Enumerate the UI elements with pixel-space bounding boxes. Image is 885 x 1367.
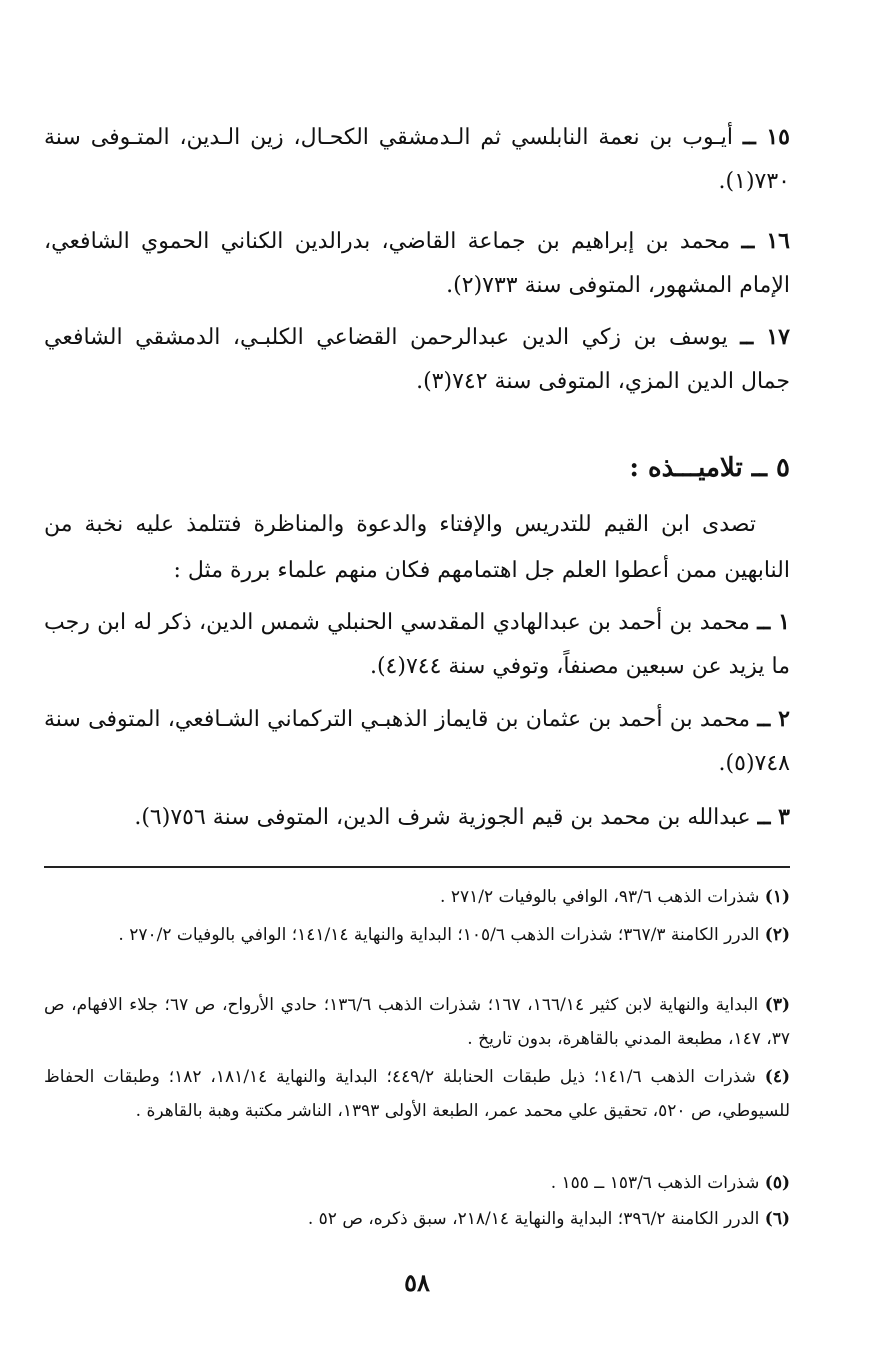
entry-number: ١٧ ــ (740, 324, 790, 350)
entry-number: ٢ ــ (757, 706, 790, 732)
book-page (44, 0, 790, 1367)
entry-number: ١٥ ــ (742, 124, 790, 150)
entry-text: محمد بن إبراهيم بن جماعة القاضي، بدرالدين الكناني الحموي الشافعي، الإمام المشهور، المتوفى سنة ٧٣٣(٢). (44, 229, 790, 298)
footnote-6 (44, 1202, 790, 1236)
footnote-text: شذرات الذهب ١٥٣/٦ ــ ١٥٥ . (550, 1173, 760, 1193)
entry-text: أيـوب بن نعمة النابلسي ثم الـدمشقي الكحـال، زين الـدين، المتـوفى سنة ٧٣٠(١). (44, 125, 790, 194)
student-entry-1 (44, 600, 790, 689)
footnote-text: شذرات الذهب ٩٣/٦، الوافي بالوفيات ٢٧١/٢ . (440, 887, 760, 907)
footnote-number: (١) (764, 887, 790, 907)
entry-number: ١٦ ــ (741, 228, 790, 254)
student-entry-2 (44, 697, 790, 786)
entry-text: يوسف بن زكي الدين عبدالرحمن القضاعي الكلبـي، الدمشقي الشافعي جمال الدين المزي، المتوفى سنة ٧٤٢(٣). (44, 325, 790, 394)
teacher-entry-15 (44, 115, 790, 204)
section-heading: ٥ ــ تلاميـــذه : (629, 453, 790, 483)
entry-text: محمد بن أحمد بن عبدالهادي المقدسي الحنبلي شمس الدين، ذكر له ابن رجب ما يزيد عن سبعين مصنفاً، وتوفي سنة ٧٤٤(٤). (44, 610, 790, 679)
teacher-entry-17 (44, 315, 790, 404)
footnote-number: (٦) (764, 1209, 790, 1229)
footnote-text: الدرر الكامنة ٣٦٧/٣؛ شذرات الذهب ١٠٥/٦؛ البداية والنهاية ١٤١/١٤؛ الوافي بالوفيات ٢٧٠/٢ . (118, 925, 760, 945)
footnote-text: الدرر الكامنة ٣٩٦/٢؛ البداية والنهاية ٢١٨/١٤، سبق ذكره، ص ٥٢ . (307, 1209, 760, 1229)
teacher-entry-16 (44, 219, 790, 308)
entry-text: محمد بن أحمد بن عثمان بن قايماز الذهبـي التركماني الشـافعي، المتوفى سنة ٧٤٨(٥). (44, 707, 790, 776)
footnote-5 (44, 1166, 790, 1200)
footnote-divider (44, 866, 790, 868)
footnote-number: (٥) (764, 1173, 790, 1193)
footnote-4 (44, 1060, 790, 1128)
footnote-number: (٢) (764, 925, 790, 945)
entry-text: عبدالله بن محمد بن قيم الجوزية شرف الدين، المتوفى سنة ٧٥٦(٦). (134, 805, 751, 830)
footnote-text: البداية والنهاية لابن كثير ١٦٦/١٤، ١٦٧؛ شذرات الذهب ١٣٦/٦؛ حادي الأرواح، ص ٦٧؛ جلاء الافهام، ص ٣٧، ١٤٧، مطبعة المدني بالقاهرة، بدون تاريخ . (44, 995, 790, 1049)
footnote-text: شذرات الذهب ١٤١/٦؛ ذيل طبقات الحنابلة ٤٤٩/٢؛ البداية والنهاية ١٨١/١٤، ١٨٢؛ وطبقات الحفاظ للسيوطي، ص ٥٢٠، تحقيق علي محمد عمر، الطبعة الأولى ١٣٩٣، الناشر مكتبة وهبة بالقاهرة . (44, 1067, 790, 1121)
intro-text: تصدى ابن القيم للتدريس والإفتاء والدعوة والمناظرة فتتلمذ عليه نخبة من النابهين ممن أعطوا العلم جل اهتمامهم فكان منهم علماء بررة مثل : (44, 512, 790, 583)
page-number: ٥٨ (404, 1268, 430, 1297)
footnote-number: (٣) (764, 995, 791, 1015)
footnote-3 (44, 988, 790, 1056)
entry-number: ٣ ــ (757, 804, 790, 830)
footnote-2 (44, 918, 790, 952)
section-intro (44, 502, 790, 594)
student-entry-3 (44, 795, 790, 840)
entry-number: ١ ــ (757, 609, 790, 635)
footnote-1 (44, 880, 790, 914)
footnote-number: (٤) (764, 1067, 790, 1087)
